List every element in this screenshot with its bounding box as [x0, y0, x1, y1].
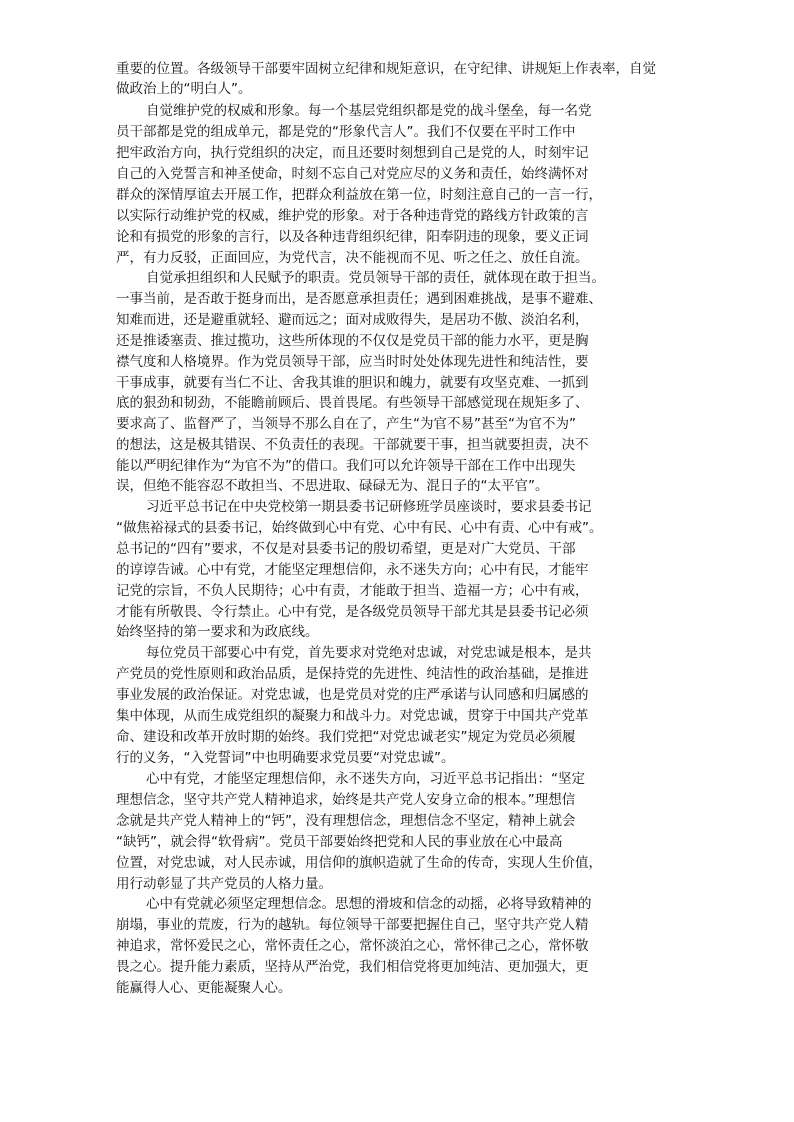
text-line: 始终坚持的第一要求和为政底线。 [116, 624, 319, 640]
text-line: 一事当前，是否敢于挺身而出，是否愿意承担责任；遇到困难挑战，是事不避难、 [116, 291, 602, 307]
text-line: 行的义务，“入党誓词”中也明确要求党员要“对党忠诚”。 [116, 750, 455, 766]
text-line: 理想信念，坚守共产党人精神追求，始终是共产党人安身立命的根本。”理想信 [116, 792, 576, 808]
text-line: 记党的宗旨，不负人民期待；心中有责，才能敢于担当、造福一方；心中有戒， [116, 583, 589, 599]
text-line: 集中体现，从而生成党组织的凝聚力和战斗力。对党忠诚，贯穿于中国共产党革 [116, 708, 589, 724]
text-line: 心中有党就必须坚定理想信念。思想的滑坡和信念的动摇，必将导致精神的 [146, 896, 592, 912]
text-line: 念就是共产党人精神上的“钙”，没有理想信念，理想信念不坚定，精神上就会 [116, 813, 576, 829]
text-line: 知难而进，还是避重就轻、避而远之；面对成败得失，是居功不傲、淡泊名利， [116, 312, 589, 328]
text-line: 事业发展的政治保证。对党忠诚，也是党员对党的庄严承诺与认同感和归属感的 [116, 687, 589, 703]
text-line: 每位党员干部要心中有党，首先要求对党绝对忠诚，对党忠诚是根本，是共 [146, 645, 592, 661]
text-line: 重要的位置。各级领导干部要牢固树立纪律和规矩意识，在守纪律、讲规矩上作表率，自觉 [116, 61, 656, 77]
text-line: “做焦裕禄式的县委书记，始终做到心中有党、心中有民、心中有责、心中有戒”。 [116, 520, 603, 536]
text-line: 群众的深情厚谊去开展工作，把群众利益放在第一位，时刻注意自己的一言一行， [116, 187, 602, 203]
text-line: 崩塌，事业的荒废，行为的越轨。每位领导干部要把握住自己，坚守共产党人精 [116, 917, 589, 933]
text-line: 以实际行动维护党的权威，维护党的形象。对于各种违背党的路线方针政策的言 [116, 208, 589, 224]
text-line: 位置，对党忠诚，对人民赤诚，用信仰的旗帜造就了生命的传奇，实现人生价值， [116, 855, 602, 871]
text-line: 误，但绝不能容忍不敢担当、不思进取、碌碌无为、混日子的“太平官”。 [116, 478, 549, 494]
text-line: 底的狠劲和韧劲，不能瞻前顾后、畏首畏尾。有些领导干部感觉现在规矩多了、 [116, 395, 589, 411]
text-line: 要求高了、监督严了，当领导不那么自在了，产生“为官不易”甚至“为官不为” [116, 416, 576, 432]
text-line: 自己的入党誓言和神圣使命，时刻不忘自己对党应尽的义务和责任，始终满怀对 [116, 166, 589, 182]
text-line: 干事成事，就要有当仁不让、舍我其谁的胆识和魄力，就要有攻坚克难、一抓到 [116, 375, 589, 391]
text-line: 习近平总书记在中央党校第一期县委书记研修班学员座谈时，要求县委书记 [146, 499, 592, 515]
text-line: 还是推诿塞责、推过揽功，这些所体现的不仅仅是党员干部的能力水平，更是胸 [116, 333, 589, 349]
text-line: 神追求，常怀爱民之心，常怀责任之心，常怀淡泊之心，常怀律己之心，常怀敬 [116, 938, 589, 954]
text-line: 自觉承担组织和人民赋予的职责。党员领导干部的责任，就体现在敢于担当。 [146, 270, 605, 286]
text-line: 论和有损党的形象的言行，以及各种违背组织纪律，阳奉阴违的现象，要义正词 [116, 229, 589, 245]
text-line: 能赢得人心、更能凝聚人心。 [116, 980, 292, 996]
text-line: 命、建设和改革开放时期的始终。我们党把“对党忠诚老实”规定为党员必须履 [116, 729, 576, 745]
text-line: 心中有党，才能坚定理想信仰，永不迷失方向，习近平总书记指出：“坚定 [146, 771, 585, 787]
text-line: 才能有所敬畏、令行禁止。心中有党，是各级党员领导干部尤其是县委书记必须 [116, 604, 589, 620]
text-line: 总书记的“四有”要求，不仅是对县委书记的殷切希望，更是对广大党员、干部 [116, 541, 576, 557]
text-line: 能以严明纪律作为“为官不为”的借口。我们可以允许领导干部在工作中出现失 [116, 458, 576, 474]
text-line: 襟气度和人格境界。作为党员领导干部，应当时时处处体现先进性和纯洁性，要 [116, 354, 589, 370]
text-line: 的谆谆告诫。心中有党，才能坚定理想信仰，永不迷失方向；心中有民，才能牢 [116, 562, 589, 578]
text-line: 员干部都是党的组成单元，都是党的“形象代言人”。我们不仅要在平时工作中 [116, 124, 576, 140]
text-line: 做政治上的“明白人”。 [116, 81, 252, 97]
text-line: 用行动彰显了共产党员的人格力量。 [116, 876, 332, 892]
text-line: 的想法，这是极其错误、不负责任的表现。干部就要干事，担当就要担责，决不 [116, 437, 589, 453]
text-line: 把牢政治方向，执行党组织的决定，而且还要时刻想到自己是党的人，时刻牢记 [116, 145, 589, 161]
text-line: 畏之心。提升能力素质，坚持从严治党，我们相信党将更加纯洁、更加强大，更 [116, 959, 589, 975]
text-line: 严，有力反驳，正面回应，为党代言，决不能视而不见、听之任之、放任自流。 [116, 250, 589, 266]
text-line: 自觉维护党的权威和形象。每一个基层党组织都是党的战斗堡垒，每一名党 [146, 103, 592, 119]
text-line: “缺钙”，就会得“软骨病”。党员干部要始终把党和人民的事业放在心中最高 [116, 834, 563, 850]
text-line: 产党员的党性原则和政治品质，是保持党的先进性、纯洁性的政治基础，是推进 [116, 666, 589, 682]
